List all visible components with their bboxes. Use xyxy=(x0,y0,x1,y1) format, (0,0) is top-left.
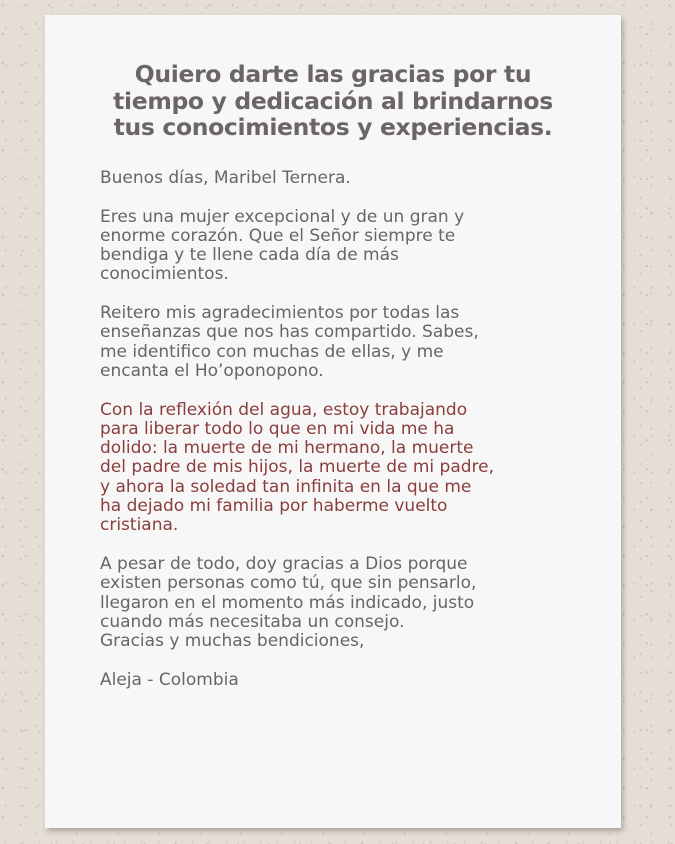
paragraph-line: Gracias y muchas bendiciones, xyxy=(100,631,365,652)
paragraph-line: y ahora la soledad tan infinita en la que me xyxy=(100,476,472,497)
paragraph-line: dolido: la muerte de mi hermano, la muerte xyxy=(100,438,474,459)
letter-body xyxy=(100,169,600,690)
paragraph-line: llegaron en el momento más indicado, justo xyxy=(100,592,475,613)
paragraph-line: me identifico con muchas de ellas, y me xyxy=(100,341,444,362)
title-line: tiempo y dedicación al brindarnos xyxy=(113,86,553,115)
paragraph-line: ha dejado mi familia por haberme vuelto xyxy=(100,496,448,517)
signature: Aleja - Colombia xyxy=(100,669,239,690)
paragraph-line: cuando más necesitaba un consejo. xyxy=(100,611,405,632)
letter-paper xyxy=(45,15,621,828)
paragraph-line: conocimientos. xyxy=(100,264,229,285)
paragraph-4 xyxy=(100,555,600,651)
paragraph-1 xyxy=(100,208,600,285)
title-line: tus conocimientos y experiencias. xyxy=(113,113,553,141)
paragraph-line: enseñanzas que nos has compartido. Sabes, xyxy=(100,322,479,343)
paragraph-line: enorme corazón. Que el Señor siempre te xyxy=(100,225,456,246)
paragraph-3-highlighted xyxy=(100,401,600,536)
paragraph-line: existen personas como tú, que sin pensarlo, xyxy=(100,573,477,594)
title-line: Quiero darte las gracias por tu xyxy=(134,60,532,88)
paragraph-line: Con la reflexión del agua, estoy trabajando xyxy=(100,399,468,420)
paragraph-line: Reitero mis agradecimientos por todas las xyxy=(100,303,460,324)
paragraph-line: del padre de mis hijos, la muerte de mi padre, xyxy=(100,457,495,478)
greeting-line: Buenos días, Maribel Ternera. xyxy=(100,168,351,188)
paragraph-2 xyxy=(100,304,600,381)
paragraph-line: cristiana. xyxy=(100,515,179,536)
paragraph-line: encanta el Ho’oponopono. xyxy=(100,360,324,381)
paragraph-line: Eres una mujer excepcional y de un gran y xyxy=(100,206,465,227)
greeting xyxy=(100,169,600,188)
letter-title xyxy=(45,61,621,141)
paragraph-line: A pesar de todo, doy gracias a Dios porque xyxy=(100,553,468,574)
paragraph-line: bendiga y te llene cada día de más xyxy=(100,245,399,266)
paragraph-line: para liberar todo lo que en mi vida me ha xyxy=(100,418,455,439)
